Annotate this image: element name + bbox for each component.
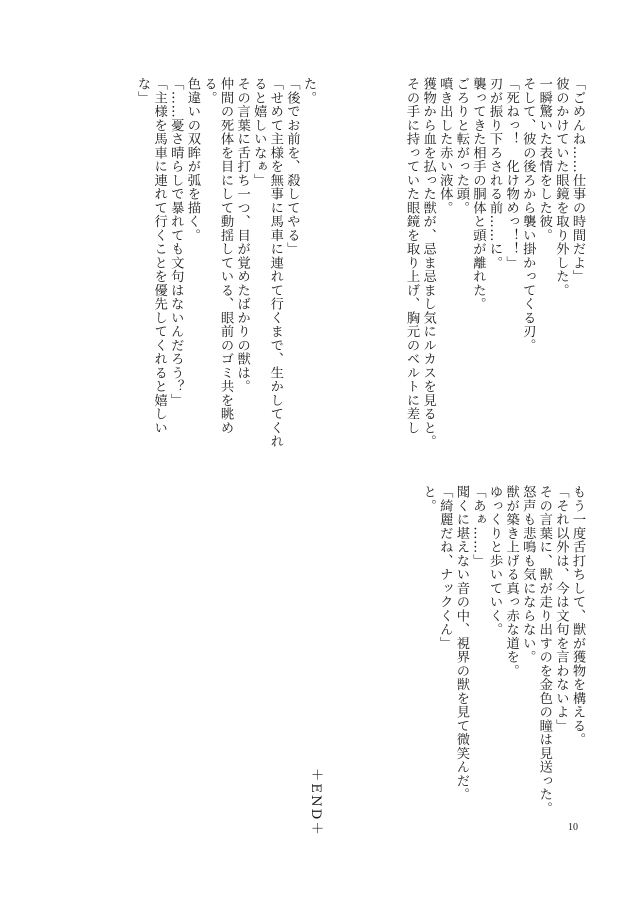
text-line: その言葉に舌打ち一つ、目が覚めたばかりの獣は。: [234, 77, 250, 394]
text-line: 「綺麗だね、ナックくん」: [437, 485, 453, 650]
text-line: その手に持っていた眼鏡を取り上げ、胸元のベルトに差し: [404, 77, 420, 435]
text-line: た。: [301, 77, 316, 105]
text-column-right-lower: [315, 485, 585, 815]
text-line: もう一度舌打ちして、獣が獲物を構える。: [570, 485, 585, 747]
text-column-left: [56, 77, 316, 547]
text-line: ると嬉しいなぁ」: [251, 77, 267, 187]
text-line: る。: [201, 77, 217, 105]
text-line: 噴き出した赤い液体。: [437, 77, 453, 215]
text-line: 色違いの双眸が弧を描く。: [184, 77, 200, 242]
text-line: 「後でお前を、殺してやる」: [284, 77, 300, 256]
text-line: 聞くに堪えない音の中、視界の獣を見て微笑んだ。: [453, 485, 469, 802]
page-number: 10: [568, 822, 578, 833]
end-mark: ＋END＋: [308, 768, 323, 837]
text-line: 「死ねっ！ 化け物めっ！！」: [503, 77, 519, 270]
text-line: 怒声も悲鳴も気にならない。: [520, 485, 536, 664]
text-line: その言葉に、獣が走り出すのを金色の瞳は見送った。: [536, 485, 552, 815]
text-line: 獣が築き上げる真っ赤な道を。: [503, 485, 519, 678]
text-line: 「主様を馬車に連れて行くことを優先してくれると嬉しい: [151, 77, 167, 435]
text-line: と。: [420, 485, 436, 513]
text-line: 刃が振り下ろされる前……に。: [487, 77, 503, 270]
text-line: 「それ以外は、今は文句を言わないよ」: [553, 485, 569, 733]
text-line: 獲物から血を払った獣が、忌ま忌まし気にルカスを見ると。: [420, 77, 436, 449]
text-line: 一瞬驚いた表情をした彼。: [536, 77, 552, 242]
text-line: 「せめて主様を無事に馬車に連れて行くまで、生かしてくれ: [267, 77, 283, 449]
text-line: そして、彼の後ろから襲い掛かってくる刃。: [520, 77, 536, 352]
text-line: ごろりと転がった頭。: [453, 77, 469, 215]
text-line: 「……憂さ晴らしで暴れても文句はないんだろう？」: [168, 77, 184, 407]
text-line: 彼のかけていた眼鏡を取り外した。: [553, 77, 569, 297]
text-line: 「あぁ……」: [470, 485, 486, 568]
text-line: な」: [135, 77, 151, 105]
text-line: 「ごめんね……仕事の時間だよ」: [570, 77, 585, 284]
text-line: ゆっくりと歩いていく。: [487, 485, 503, 637]
text-line: 仲間の死体を目にして動揺している、眼前のゴミ共を眺め: [218, 77, 234, 435]
text-line: 襲ってきた相手の胴体と頭が離れた。: [470, 77, 486, 311]
